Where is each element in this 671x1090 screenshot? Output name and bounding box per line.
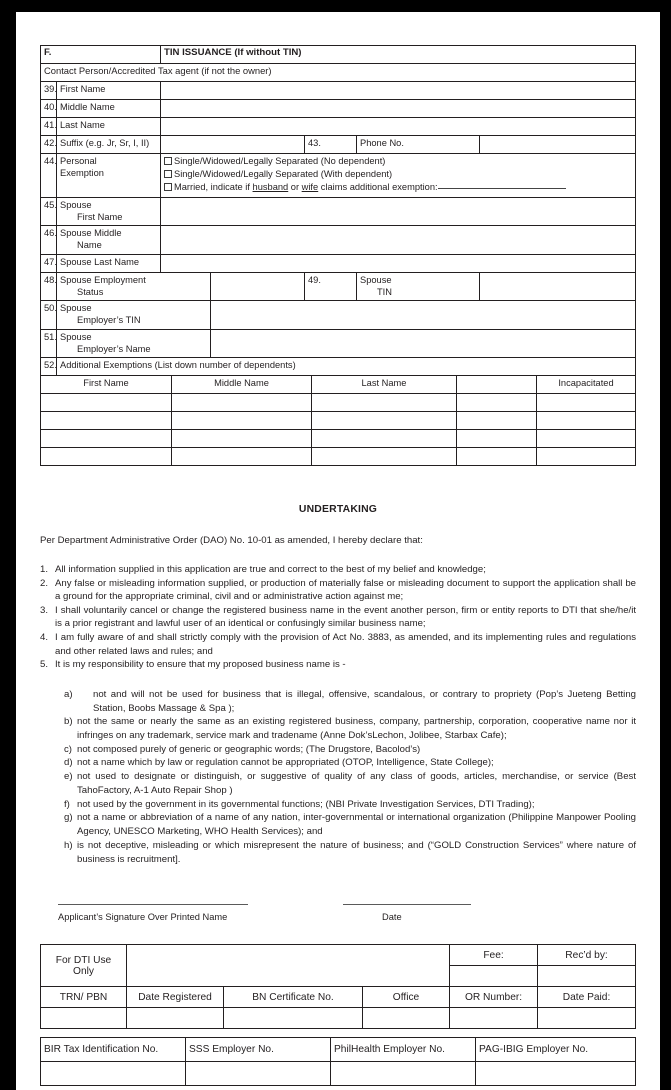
field-49-label-line2: TIN bbox=[377, 286, 392, 297]
sub-item-text: not and will not be used for business that is illegal, offensive, scandalous, or contrary to propriety (Pop’s Jueteng Betting Station, Boobs Massage & Spa ); bbox=[93, 688, 636, 714]
undertaking-item bbox=[40, 563, 636, 577]
sub-item-marker: h) bbox=[64, 839, 73, 851]
employer-headers-row bbox=[41, 1038, 636, 1062]
field-50-input[interactable] bbox=[211, 301, 636, 330]
field-48-number: 48. bbox=[41, 272, 57, 301]
undertaking-item bbox=[40, 604, 636, 631]
field-40-label: Middle Name bbox=[57, 100, 161, 118]
field-row-51 bbox=[41, 329, 636, 358]
field-44-label-line2: Exemption bbox=[60, 168, 104, 179]
field-49-label bbox=[357, 272, 480, 301]
field-52-number: 52. bbox=[41, 358, 57, 376]
dependents-col-incapacitated: Incapacitated bbox=[537, 376, 636, 394]
sub-item-marker: b) bbox=[64, 716, 73, 728]
section-f-table bbox=[40, 45, 636, 376]
field-47-input[interactable] bbox=[161, 254, 636, 272]
date-registered-header: Date Registered bbox=[127, 987, 224, 1008]
sub-item-marker: g) bbox=[64, 812, 73, 824]
exemption-option-3-post: claims additional exemption: bbox=[318, 182, 438, 193]
exemption-option-3-mid: or bbox=[288, 182, 302, 193]
dependent-last-name-cell[interactable] bbox=[312, 394, 457, 412]
or-number-header: OR Number: bbox=[450, 987, 538, 1008]
dti-row-2-headers bbox=[41, 987, 636, 1008]
dependent-incapacitated-cell[interactable] bbox=[537, 430, 636, 448]
date-paid-value[interactable] bbox=[538, 1008, 636, 1029]
sub-item-text: not a name which by law or regulation cannot be appropriated (OTOP, Intelligence, State College); bbox=[77, 757, 494, 769]
fee-label: Fee: bbox=[450, 945, 538, 966]
undertaking-item-text: All information supplied in this application are true and correct to the best of my belief and knowledge; bbox=[55, 564, 486, 575]
office-header: Office bbox=[363, 987, 450, 1008]
date-paid-header: Date Paid: bbox=[538, 987, 636, 1008]
field-41-label: Last Name bbox=[57, 118, 161, 136]
field-46-label-line2: Name bbox=[77, 240, 102, 251]
sub-item-marker: e) bbox=[64, 771, 73, 783]
sss-employer-no-header: SSS Employer No. bbox=[186, 1038, 331, 1062]
dependent-last-name-cell[interactable] bbox=[312, 448, 457, 466]
field-46-input[interactable] bbox=[161, 226, 636, 255]
undertaking-sub-item bbox=[64, 839, 636, 866]
pagibig-employer-no-header: PAG-IBIG Employer No. bbox=[476, 1038, 636, 1062]
dependent-last-name-cell[interactable] bbox=[312, 430, 457, 448]
field-49-input[interactable] bbox=[480, 272, 636, 301]
undertaking-item-marker: 3. bbox=[40, 604, 49, 616]
field-43-input[interactable] bbox=[480, 136, 636, 154]
date-signature-line[interactable] bbox=[343, 904, 471, 905]
dti-use-table bbox=[40, 944, 636, 1029]
undertaking-sub-item bbox=[64, 770, 636, 797]
dependent-incapacitated-cell[interactable] bbox=[537, 412, 636, 430]
signature-block bbox=[40, 896, 635, 922]
undertaking-section bbox=[40, 482, 636, 866]
field-row-52 bbox=[41, 358, 636, 376]
field-48-label-line1: Spouse Employment bbox=[60, 274, 146, 285]
dependent-blank-cell[interactable] bbox=[457, 448, 537, 466]
sub-item-text: not composed purely of generic or geographic words; (The Drugstore, Bacolod’s) bbox=[77, 743, 421, 755]
field-47-label: Spouse Last Name bbox=[57, 254, 161, 272]
trn-pbn-value[interactable] bbox=[41, 1008, 127, 1029]
field-48-label bbox=[57, 272, 211, 301]
signature-lines bbox=[40, 896, 635, 922]
field-44-number: 44. bbox=[41, 154, 57, 198]
recd-by-label: Rec’d by: bbox=[538, 945, 636, 966]
section-header-row bbox=[41, 46, 636, 64]
date-caption: Date bbox=[382, 912, 402, 922]
table-row bbox=[41, 412, 636, 430]
contact-person-row bbox=[41, 64, 636, 82]
contact-person-label: Contact Person/Accredited Tax agent (if not the owner) bbox=[41, 64, 636, 82]
field-50-label-line1: Spouse bbox=[60, 303, 92, 314]
exemption-option-1-label: Single/Widowed/Legally Separated (No dependent) bbox=[174, 156, 386, 166]
dependent-middle-name-cell[interactable] bbox=[172, 394, 312, 412]
applicant-signature-caption: Applicant’s Signature Over Printed Name bbox=[58, 912, 228, 922]
field-39-number: 39. bbox=[41, 82, 57, 100]
field-49-number: 49. bbox=[305, 272, 357, 301]
checkbox-icon[interactable] bbox=[164, 170, 172, 178]
table-row bbox=[41, 430, 636, 448]
field-51-number: 51. bbox=[41, 329, 57, 358]
bir-tin-value[interactable] bbox=[41, 1062, 186, 1086]
for-dti-use-only-label bbox=[41, 945, 127, 987]
sub-item-text: not a name or abbreviation of a name of any nation, inter-governmental or international organization (Philippine Manpower Pooling Agency, UNESCO Marketing, WHO Health Services); and bbox=[77, 812, 636, 838]
dti-row-fee-header bbox=[41, 945, 636, 966]
or-number-value[interactable] bbox=[450, 1008, 538, 1029]
dependent-incapacitated-cell[interactable] bbox=[537, 394, 636, 412]
dti-row-2-values bbox=[41, 1008, 636, 1029]
field-50-number: 50. bbox=[41, 301, 57, 330]
field-51-label-line1: Spouse bbox=[60, 331, 92, 342]
employer-numbers-table bbox=[40, 1037, 636, 1086]
field-51-label-line2: Employer’s Name bbox=[77, 343, 151, 354]
dti-large-blank-cell[interactable] bbox=[127, 945, 450, 987]
dependent-blank-cell[interactable] bbox=[457, 394, 537, 412]
office-value[interactable] bbox=[363, 1008, 450, 1029]
undertaking-item-marker: 2. bbox=[40, 577, 49, 589]
field-41-input[interactable] bbox=[161, 118, 636, 136]
field-45-label-line1: Spouse bbox=[60, 199, 92, 210]
employer-values-row bbox=[41, 1062, 636, 1086]
dti-table-gap bbox=[40, 1029, 635, 1037]
undertaking-item bbox=[40, 577, 636, 604]
date-registered-value[interactable] bbox=[127, 1008, 224, 1029]
dependents-col-middle-name: Middle Name bbox=[172, 376, 312, 394]
field-50-label bbox=[57, 301, 211, 330]
bn-certificate-no-value[interactable] bbox=[224, 1008, 363, 1029]
field-44-label-line1: Personal bbox=[60, 156, 97, 166]
field-48-label-line2: Status bbox=[77, 286, 104, 297]
field-row-40 bbox=[41, 100, 636, 118]
exemption-wife-word: wife bbox=[301, 182, 319, 193]
field-48-input[interactable] bbox=[211, 272, 305, 301]
dependent-middle-name-cell[interactable] bbox=[172, 412, 312, 430]
dti-use-block bbox=[40, 944, 635, 1086]
undertaking-item-text: I shall voluntarily cancel or change the registered business name in the event another person, firm or entity reports to DTI that she/he/it is a prior registrant and lawful user of an identical or confusingly similar business name; bbox=[55, 604, 636, 630]
field-46-label bbox=[57, 226, 161, 255]
exemption-husband-word: husband bbox=[252, 182, 289, 193]
field-42-label: Suffix (e.g. Jr, Sr, I, II) bbox=[57, 136, 161, 154]
dependent-middle-name-cell[interactable] bbox=[172, 430, 312, 448]
exemption-option-1[interactable] bbox=[164, 155, 632, 168]
sub-item-text: not used to designate or distinguish, or suggestive of quality of any class of goods, articles, merchandise, or service (Best TahoFactory, A-1 Auto Repair Shop ) bbox=[77, 771, 636, 796]
table-row bbox=[41, 448, 636, 466]
bn-certificate-no-header: BN Certificate No. bbox=[224, 987, 363, 1008]
undertaking-sub-item bbox=[64, 688, 636, 715]
sss-employer-no-value[interactable] bbox=[186, 1062, 331, 1086]
sub-item-text: not used by the government in its governmental functions; (NBI Private Investigation Services, DTI Trading); bbox=[77, 798, 535, 810]
field-45-number: 45. bbox=[41, 197, 57, 226]
sub-item-marker: f) bbox=[64, 798, 70, 810]
dependents-header-row bbox=[41, 376, 636, 394]
checkbox-icon[interactable] bbox=[164, 183, 172, 191]
dependent-incapacitated-cell[interactable] bbox=[537, 448, 636, 466]
sub-item-text: not the same or nearly the same as an existing registered business, company, partnership, corporation, cooperative name nor it infringes on any trademark, service mark and tradename (Anne Dok’sLechon, Jolibee, Starbax Cafe); bbox=[77, 716, 636, 742]
field-45-input[interactable] bbox=[161, 197, 636, 226]
field-42-number: 42. bbox=[41, 136, 57, 154]
field-40-number: 40. bbox=[41, 100, 57, 118]
field-row-42-43 bbox=[41, 136, 636, 154]
bir-tin-header: BIR Tax Identification No. bbox=[41, 1038, 186, 1062]
sub-item-text: is not deceptive, misleading or which misrepresent the nature of business; and (“GOLD Construction Services” where nature of business is recruitment]. bbox=[77, 839, 636, 865]
undertaking-sub-items bbox=[64, 688, 636, 866]
undertaking-item-text: I am fully aware of and shall strictly comply with the provision of Act No. 3883, as amended, and its implementing rules and regulations and other related laws and rules; and bbox=[55, 632, 636, 657]
field-46-label-line1: Spouse Middle bbox=[60, 228, 122, 239]
section-letter: F. bbox=[41, 46, 161, 64]
dti-label-line2: Only bbox=[73, 965, 94, 977]
field-43-number: 43. bbox=[305, 136, 357, 154]
undertaking-item-text: Any false or misleading information supplied, or production of materially false or misleading document to support the application shall be a ground for the appropriate criminal, civil and or administrative action against me; bbox=[55, 577, 636, 603]
dependent-first-name-cell[interactable] bbox=[41, 394, 172, 412]
undertaking-item-marker: 1. bbox=[40, 564, 49, 575]
dependent-last-name-cell[interactable] bbox=[312, 412, 457, 430]
field-52-label: Additional Exemptions (List down number of dependents) bbox=[57, 358, 636, 376]
undertaking-item bbox=[40, 631, 636, 658]
field-44-options bbox=[161, 154, 636, 198]
pagibig-employer-no-value[interactable] bbox=[476, 1062, 636, 1086]
undertaking-item-marker: 4. bbox=[40, 632, 49, 644]
section-title: TIN ISSUANCE (If without TIN) bbox=[161, 46, 636, 64]
trn-pbn-header: TRN/ PBN bbox=[41, 987, 127, 1008]
field-41-number: 41. bbox=[41, 118, 57, 136]
field-50-label-line2: Employer’s TIN bbox=[77, 315, 141, 326]
philhealth-employer-no-value[interactable] bbox=[331, 1062, 476, 1086]
undertaking-item-text: It is my responsibility to ensure that my proposed business name is - bbox=[55, 659, 346, 671]
dependent-first-name-cell[interactable] bbox=[41, 448, 172, 466]
field-row-46 bbox=[41, 226, 636, 255]
undertaking-title: UNDERTAKING bbox=[298, 504, 378, 515]
dependent-blank-cell[interactable] bbox=[457, 412, 537, 430]
exemption-option-2[interactable] bbox=[164, 168, 632, 181]
philhealth-employer-no-header: PhilHealth Employer No. bbox=[331, 1038, 476, 1062]
exemption-option-3[interactable] bbox=[164, 181, 632, 194]
field-51-label bbox=[57, 329, 211, 358]
exemption-option-3-pre: Married, indicate if bbox=[174, 182, 253, 193]
undertaking-items bbox=[40, 563, 636, 672]
field-51-input[interactable] bbox=[211, 329, 636, 358]
exemption-fill-line[interactable] bbox=[438, 188, 566, 189]
field-44-label bbox=[57, 154, 161, 198]
undertaking-sub-item bbox=[64, 811, 636, 838]
field-row-41 bbox=[41, 118, 636, 136]
field-row-50 bbox=[41, 301, 636, 330]
field-row-47 bbox=[41, 254, 636, 272]
undertaking-sub-item bbox=[64, 743, 636, 757]
applicant-signature-line[interactable] bbox=[58, 904, 248, 905]
field-43-label: Phone No. bbox=[357, 136, 480, 154]
document-page bbox=[16, 12, 660, 1090]
dependents-col-blank bbox=[457, 376, 537, 394]
dependents-table bbox=[40, 375, 636, 466]
undertaking-sub-item bbox=[64, 756, 636, 770]
dependents-col-last-name: Last Name bbox=[312, 376, 457, 394]
section-f-table-wrap bbox=[40, 45, 635, 466]
checkbox-icon[interactable] bbox=[164, 157, 172, 165]
field-40-input[interactable] bbox=[161, 100, 636, 118]
field-row-39 bbox=[41, 82, 636, 100]
exemption-option-2-label: Single/Widowed/Legally Separated (With dependent) bbox=[174, 169, 393, 180]
undertaking-sub-item bbox=[64, 715, 636, 742]
field-row-48-49 bbox=[41, 272, 636, 301]
field-49-label-line1: Spouse bbox=[360, 274, 392, 285]
sub-item-marker: d) bbox=[64, 757, 73, 769]
field-45-label-line2: First Name bbox=[77, 211, 123, 222]
fee-value-cell[interactable] bbox=[450, 966, 538, 987]
recd-by-value-cell[interactable] bbox=[538, 966, 636, 987]
field-39-label: First Name bbox=[57, 82, 161, 100]
table-row bbox=[41, 394, 636, 412]
field-39-input[interactable] bbox=[161, 82, 636, 100]
undertaking-lead: Per Department Administrative Order (DAO) No. 10-01 as amended, I hereby declare that: bbox=[40, 535, 423, 546]
undertaking-item-marker: 5. bbox=[40, 659, 49, 671]
sub-item-marker: a) bbox=[64, 688, 73, 700]
field-row-45 bbox=[41, 197, 636, 226]
dependents-col-first-name: First Name bbox=[41, 376, 172, 394]
undertaking-sub-item bbox=[64, 798, 636, 812]
field-45-label bbox=[57, 197, 161, 226]
field-42-input[interactable] bbox=[161, 136, 305, 154]
field-row-44 bbox=[41, 154, 636, 198]
undertaking-item bbox=[40, 658, 636, 672]
dependent-blank-cell[interactable] bbox=[457, 430, 537, 448]
dependent-middle-name-cell[interactable] bbox=[172, 448, 312, 466]
field-46-number: 46. bbox=[41, 226, 57, 255]
field-47-number: 47. bbox=[41, 254, 57, 272]
dependent-first-name-cell[interactable] bbox=[41, 430, 172, 448]
dti-label-line1: For DTI Use bbox=[55, 954, 112, 966]
dependent-first-name-cell[interactable] bbox=[41, 412, 172, 430]
sub-item-marker: c) bbox=[64, 743, 72, 755]
